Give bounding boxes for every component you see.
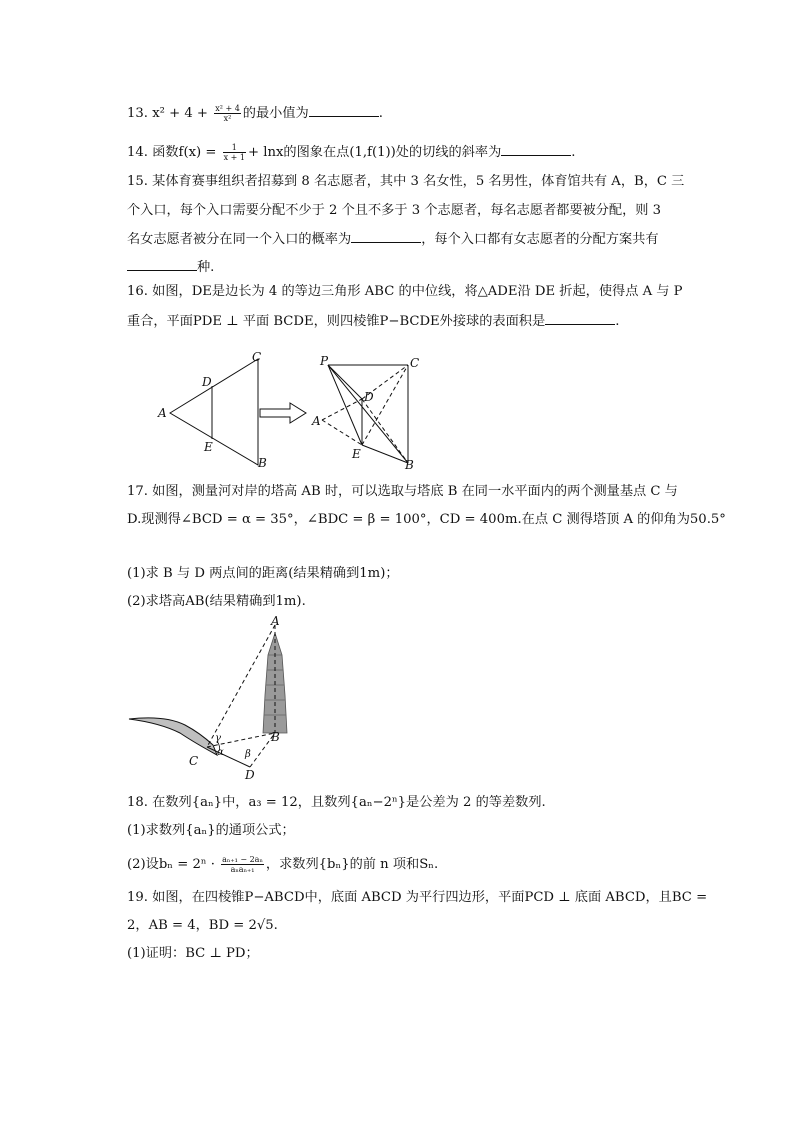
- label-e2: E: [352, 447, 361, 461]
- question-17-part-1: (1)求 B 与 D 两点间的距离(结果精确到1m)；: [127, 566, 399, 581]
- label-a: A: [158, 406, 167, 420]
- triangle-abc: [170, 359, 258, 465]
- pyramid-pbcde: [322, 365, 408, 463]
- question-17-part-2: (2)求塔高AB(结果精确到1m).: [127, 594, 306, 609]
- answer-blank[interactable]: [127, 258, 197, 271]
- question-16-line-2: 重合，平面PDE ⊥ 平面 BCDE，则四棱锥P−BCDE外接球的表面积是 .: [127, 314, 620, 329]
- question-19-line-2: 2，AB = 4，BD = 2√5.: [127, 918, 278, 933]
- label-c2: C: [410, 356, 420, 370]
- label-a2: A: [312, 414, 321, 428]
- question-18-line-1: 18. 在数列{aₙ}中，a₃ = 12，且数列{aₙ−2ⁿ}是公差为 2 的等差数列.: [127, 795, 546, 810]
- question-13: 13. x² + 4 + $\frac{\text{x² + 4}}{\text{x²}}$ 的最小值为 .: [127, 104, 383, 123]
- question-18-part-1: (1)求数列{aₙ}的通项公式；: [127, 823, 295, 838]
- answer-blank[interactable]: [309, 104, 379, 117]
- label-alpha: α: [217, 747, 224, 758]
- label-beta: β: [245, 749, 251, 760]
- label-b: B: [258, 456, 267, 470]
- river-bank: [129, 718, 217, 755]
- question-15-line-3: 名女志愿者被分在同一个入口的概率为 ，每个入口都有女志愿者的分配方案共有: [127, 232, 659, 247]
- fraction: $\frac{1}{x + 1}$: [223, 143, 246, 162]
- fraction: $\frac{\text{x² + 4}}{\text{x²}}$: [215, 104, 240, 123]
- question-15-line-2: 个入口，每个入口需要分配不少于 2 个且不多于 3 个志愿者，每名志愿者都要被分配，则 3: [127, 203, 662, 218]
- question-19-part-1: (1)证明：BC ⊥ PD；: [127, 946, 259, 961]
- label-c: C: [252, 350, 262, 364]
- question-19-line-1: 19. 如图，在四棱锥P−ABCD中，底面 ABCD 为平行四边形，平面PCD ⊥ 底面 ABCD，且BC =: [127, 890, 708, 905]
- arrow-icon: [260, 403, 306, 423]
- figure-17: [125, 615, 295, 785]
- label-c: C: [189, 754, 199, 768]
- label-p: P: [320, 354, 329, 368]
- question-15-line-1: 15. 某体育赛事组织者招募到 8 名志愿者，其中 3 名女性，5 名男性，体育馆共有 A，B，C 三: [127, 174, 685, 189]
- answer-blank[interactable]: [501, 143, 571, 156]
- label-a: A: [271, 615, 280, 628]
- label-d: D: [245, 768, 255, 782]
- fraction: $\frac{\text{aₙ₊₁ − 2aₙ}}{\text{aₙaₙ₊₁}}$: [222, 855, 263, 874]
- label-e: E: [204, 440, 213, 454]
- figure-16: [150, 345, 430, 475]
- label-d: D: [202, 375, 212, 389]
- label-gamma: γ: [215, 733, 221, 744]
- question-14: 14. 函数f(x) = $\frac{1}{x + 1}$ + lnx的图象在点(1,f(1))处的切线的斜率为 .: [127, 143, 576, 162]
- answer-blank[interactable]: [351, 230, 421, 243]
- label-b2: B: [405, 458, 414, 472]
- question-17-line-2: D.现测得∠BCD = α = 35°，∠BDC = β = 100°，CD = 400m.在点 C 测得塔顶 A 的仰角为50.5°: [127, 512, 726, 527]
- question-16-line-1: 16. 如图，DE是边长为 4 的等边三角形 ABC 的中位线，将△ADE沿 DE 折起，使得点 A 与 P: [127, 284, 683, 299]
- question-15-line-4: 种.: [127, 258, 214, 277]
- label-b: B: [271, 730, 280, 744]
- answer-blank[interactable]: [545, 312, 615, 325]
- question-17-line-1: 17. 如图，测量河对岸的塔高 AB 时，可以选取与塔底 B 在同一水平面内的两个测量基点 C 与: [127, 484, 678, 499]
- label-d2: D: [364, 390, 374, 404]
- question-18-part-2: (2)设bₙ = 2ⁿ · $\frac{\text{aₙ₊₁ − 2aₙ}}{\text{aₙaₙ₊₁}}$ ，求数列{bₙ}的前 n 项和Sₙ.: [127, 855, 439, 874]
